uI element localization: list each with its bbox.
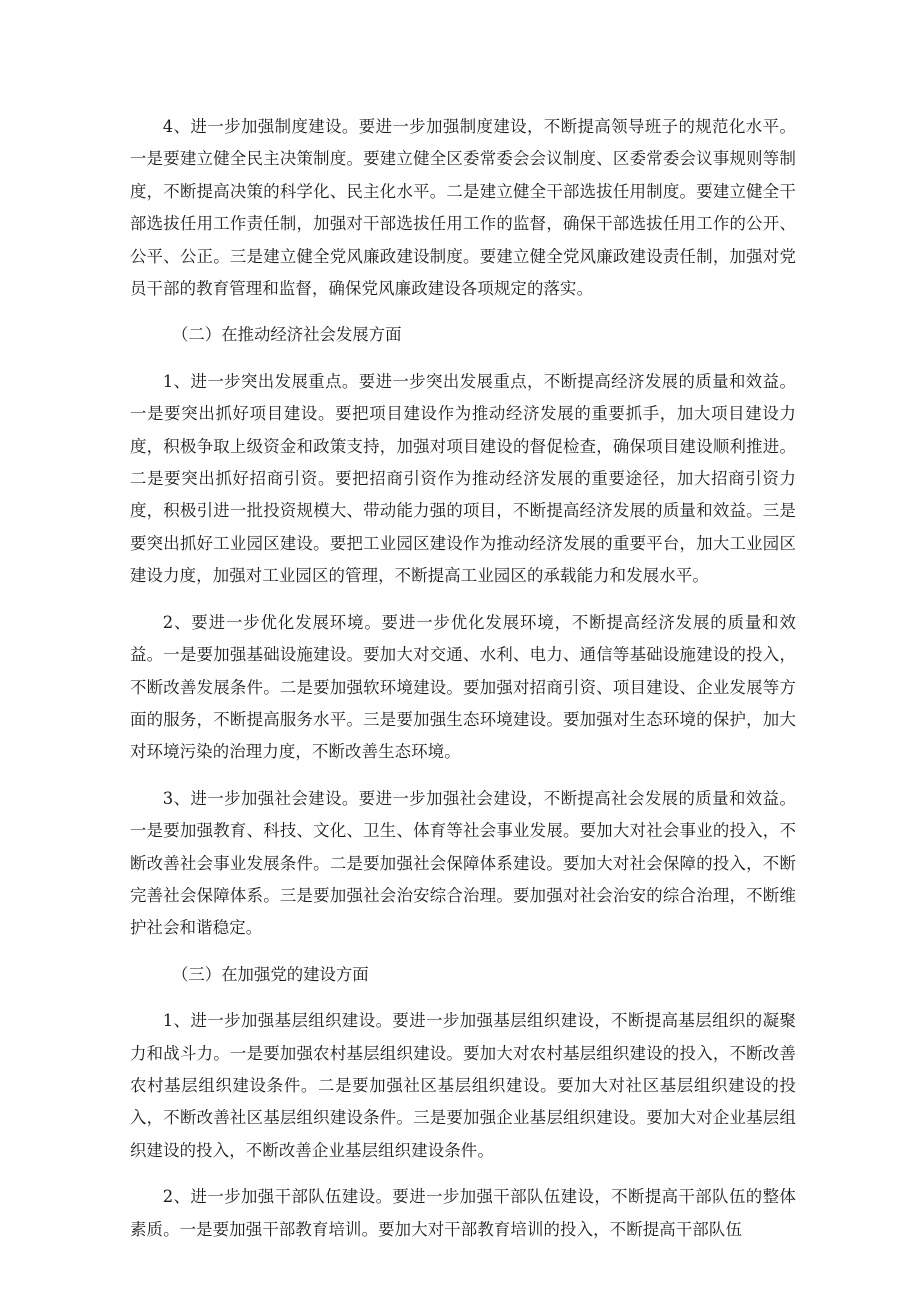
paragraph-grassroots-organization: 1、进一步加强基层组织建设。要进一步加强基层组织建设，不断提高基层组织的凝聚力和战斗力。一是要加强农村基层组织建设。要加大对农村基层组织建设的投入，不断改善农村基层组织建设条件。二是要加强社区基层组织建设。要加大对社区基层组织建设的投入，不断改善社区基层组织建设条件。三是要加强企业基层组织建设。要加大对企业基层组织建设的投入，不断改善企业基层组织建设条件。 <box>130 1011 796 1160</box>
paragraph-system-building: 4、进一步加强制度建设。要进一步加强制度建设，不断提高领导班子的规范化水平。一是要建立健全民主决策制度。要建立健全区委常委会会议制度、区委常委会议事规则等制度，不断提高决策的科学化、民主化水平。二是建立健全干部选拔任用制度。要建立健全干部选拔任用工作责任制，加强对干部选拔任用工作的监督，确保干部选拔任用工作的公开、公平、公正。三是建立健全党风廉政建设制度。要建立健全党风廉政建设责任制，加强对党员干部的教育管理和监督，确保党风廉政建设各项规定的落实。 <box>130 117 796 299</box>
document-page <box>130 111 796 1260</box>
paragraph-social-building: 3、进一步加强社会建设。要进一步加强社会建设，不断提高社会发展的质量和效益。一是要加强教育、科技、文化、卫生、体育等社会事业发展。要加大对社会事业的投入，不断改善社会事业发展条件。二是要加强社会保障体系建设。要加大对社会保障的投入，不断完善社会保障体系。三是要加强社会治安综合治理。要加强对社会治安的综合治理，不断维护社会和谐稳定。 <box>130 788 796 938</box>
section-heading-party-building: （三）在加强党的建设方面 <box>172 964 369 984</box>
paragraph-development-environment: 2、要进一步优化发展环境。要进一步优化发展环境，不断提高经济发展的质量和效益。一是要加强基础设施建设。要加大对交通、水利、电力、通信等基础设施建设的投入，不断改善发展条件。二是要加强软环境建设。要加强对招商引资、项目建设、企业发展等方面的服务，不断提高服务水平。三是要加强生态环境建设。要加强对生态环境的保护，加大对环境污染的治理力度，不断改善生态环境。 <box>130 612 796 762</box>
section-heading-economic-development: （二）在推动经济社会发展方面 <box>172 325 402 345</box>
paragraph-development-focus: 1、进一步突出发展重点。要进一步突出发展重点，不断提高经济发展的质量和效益。一是要突出抓好项目建设。要把项目建设作为推动经济发展的重要抓手，加大项目建设力度，积极争取上级资金和政策支持，加强对项目建设的督促检查，确保项目建设顺利推进。二是要突出抓好招商引资。要把招商引资作为推动经济发展的重要途径，加大招商引资力度，积极引进一批投资规模大、带动能力强的项目，不断提高经济发展的质量和效益。三是要突出抓好工业园区建设。要把工业园区建设作为推动经济发展的重要平台，加大工业园区建设力度，加强对工业园区的管理，不断提高工业园区的承载能力和发展水平。 <box>130 371 796 586</box>
paragraph-cadre-team: 2、进一步加强干部队伍建设。要进一步加强干部队伍建设，不断提高干部队伍的整体素质。一是要加强干部教育培训。要加大对干部教育培训的投入，不断提高干部队伍 <box>130 1187 796 1239</box>
